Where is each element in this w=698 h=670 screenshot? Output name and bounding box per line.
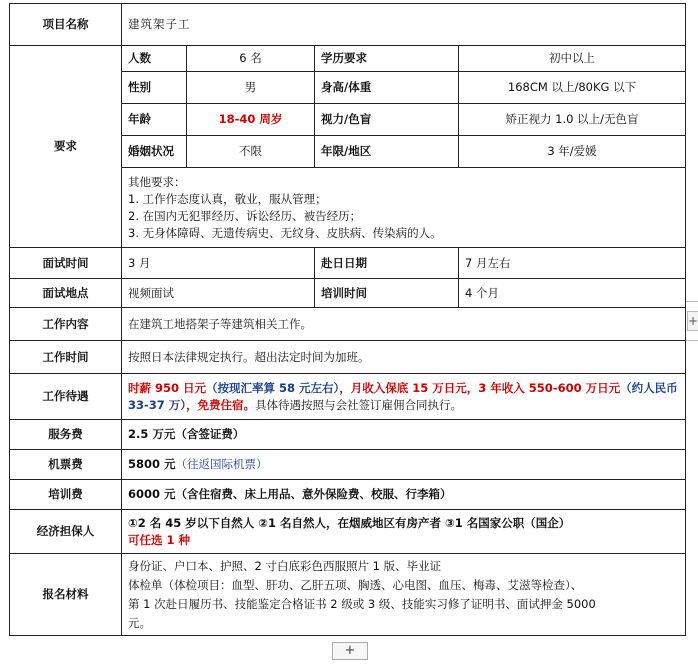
pay-note: 具体待遇按照与会社签订雇佣合同执行。 <box>255 397 463 412</box>
pay-total-rmb: （约人民币 33-37 万） <box>128 380 678 412</box>
other-requirement-item: 2. 在国内无犯罪经历、诉讼经历、被告经历； <box>128 208 362 223</box>
interview-time-value[interactable]: 3 月 <box>122 248 315 279</box>
headcount-label: 人数 <box>122 46 187 72</box>
gender-value[interactable]: 男 <box>187 72 315 104</box>
materials-line: 身份证、户口本、护照、2 寸白底彩色西服照片 1 版、毕业证 <box>128 558 442 573</box>
ticket-fee-row <box>10 450 686 480</box>
height-weight-label: 身高/体重 <box>315 72 459 104</box>
materials-line: 第 1 次赴日履历书、技能鉴定合格证书 2 级或 3 级、技能实习修了证明书、面试押金 5000 <box>128 596 596 611</box>
education-value[interactable]: 初中以上 <box>459 46 686 72</box>
training-fee-value[interactable]: 6000 元（含住宿费、床上用品、意外保险费、校服、行李箱） <box>122 480 686 510</box>
guarantor-options: ①2 名 45 岁以下自然人 ②1 名自然人，在烟威地区有房产者 ③1 名国家公职（国企） <box>128 515 571 530</box>
work-pay-row <box>10 374 686 420</box>
work-hours-row <box>10 341 686 374</box>
work-hours-label: 工作时间 <box>10 341 122 374</box>
headcount-value[interactable]: 6 名 <box>187 46 315 72</box>
marital-value[interactable]: 不限 <box>187 136 315 168</box>
other-requirement-item: 1. 工作作态度认真，敬业，服从管理； <box>128 191 327 206</box>
other-requirements[interactable] <box>122 168 686 248</box>
materials-label: 报名材料 <box>10 554 122 636</box>
service-fee-value[interactable]: 2.5 万元（含签证费） <box>122 420 686 450</box>
project-row <box>10 4 686 46</box>
age-label: 年龄 <box>122 104 187 136</box>
service-fee-label: 服务费 <box>10 420 122 450</box>
eyesight-label: 视力/色盲 <box>315 104 459 136</box>
departure-date-label: 赴日日期 <box>315 248 459 279</box>
ticket-fee-amount: 5800 元 <box>128 457 176 471</box>
work-content-label: 工作内容 <box>10 308 122 341</box>
guarantor-value[interactable] <box>122 510 686 554</box>
pay-hourly-rmb: （按现汇率算 58 元左右） <box>206 380 340 395</box>
work-content-row <box>10 308 686 341</box>
materials-value[interactable] <box>122 554 686 636</box>
add-column-button[interactable]: + <box>687 311 698 331</box>
training-fee-row <box>10 480 686 510</box>
interview-place-value[interactable]: 视频面试 <box>122 279 315 308</box>
job-posting-table <box>9 3 685 655</box>
ticket-fee-note: （往返国际机票） <box>175 457 268 471</box>
interview-time-row <box>10 248 686 279</box>
pay-housing: ，免费住宿。 <box>186 397 256 412</box>
training-period-value[interactable]: 4 个月 <box>459 279 686 308</box>
materials-row <box>10 554 686 636</box>
interview-place-row <box>10 279 686 308</box>
departure-date-value[interactable]: 7 月左右 <box>459 248 686 279</box>
materials-line: 体检单（体检项目：血型、肝功、乙肝五项、胸透、心电图、血压、梅毒、艾滋等检查）、 <box>128 577 583 592</box>
requirement-row <box>10 46 686 72</box>
project-label: 项目名称 <box>10 4 122 46</box>
other-requirement-item: 3. 无身体障碍、无遗传病史、无纹身、皮肤病、传染病的人。 <box>128 225 442 240</box>
interview-place-label: 面试地点 <box>10 279 122 308</box>
term-region-value[interactable]: 3 年/爱媛 <box>459 136 686 168</box>
term-region-label: 年限/地区 <box>315 136 459 168</box>
interview-time-label: 面试时间 <box>10 248 122 279</box>
work-pay-value[interactable] <box>122 374 686 420</box>
work-pay-label: 工作待遇 <box>10 374 122 420</box>
other-requirements-title: 其他要求： <box>128 174 186 189</box>
gender-label: 性别 <box>122 72 187 104</box>
height-weight-value[interactable]: 168CM 以上/80KG 以下 <box>459 72 686 104</box>
ticket-fee-label: 机票费 <box>10 450 122 480</box>
row-edge-marker <box>686 301 698 302</box>
marital-label: 婚姻状况 <box>122 136 187 168</box>
materials-line: 元。 <box>128 615 151 630</box>
pay-monthly: ，月收入保底 15 万日元，3 年收入 550-600 万日元 <box>339 380 621 395</box>
service-fee-row <box>10 420 686 450</box>
training-period-label: 培训时间 <box>315 279 459 308</box>
guarantor-note: 可任选 1 种 <box>128 532 191 547</box>
age-value[interactable]: 18-40 周岁 <box>187 104 315 136</box>
ticket-fee-value[interactable] <box>122 450 686 480</box>
guarantor-label: 经济担保人 <box>10 510 122 554</box>
eyesight-value[interactable]: 矫正视力 1.0 以上/无色盲 <box>459 104 686 136</box>
project-value[interactable]: 建筑架子工 <box>122 4 686 46</box>
guarantor-row <box>10 510 686 554</box>
row-edge-marker <box>686 340 698 341</box>
work-hours-value[interactable]: 按照日本法律规定执行。超出法定时间为加班。 <box>122 341 686 374</box>
pay-hourly: 时薪 950 日元 <box>128 380 207 395</box>
work-content-value[interactable]: 在建筑工地搭架子等建筑相关工作。 <box>122 308 686 341</box>
add-row-button[interactable]: + <box>332 642 368 660</box>
education-label: 学历要求 <box>315 46 459 72</box>
requirements-label: 要求 <box>10 46 122 248</box>
training-fee-label: 培训费 <box>10 480 122 510</box>
